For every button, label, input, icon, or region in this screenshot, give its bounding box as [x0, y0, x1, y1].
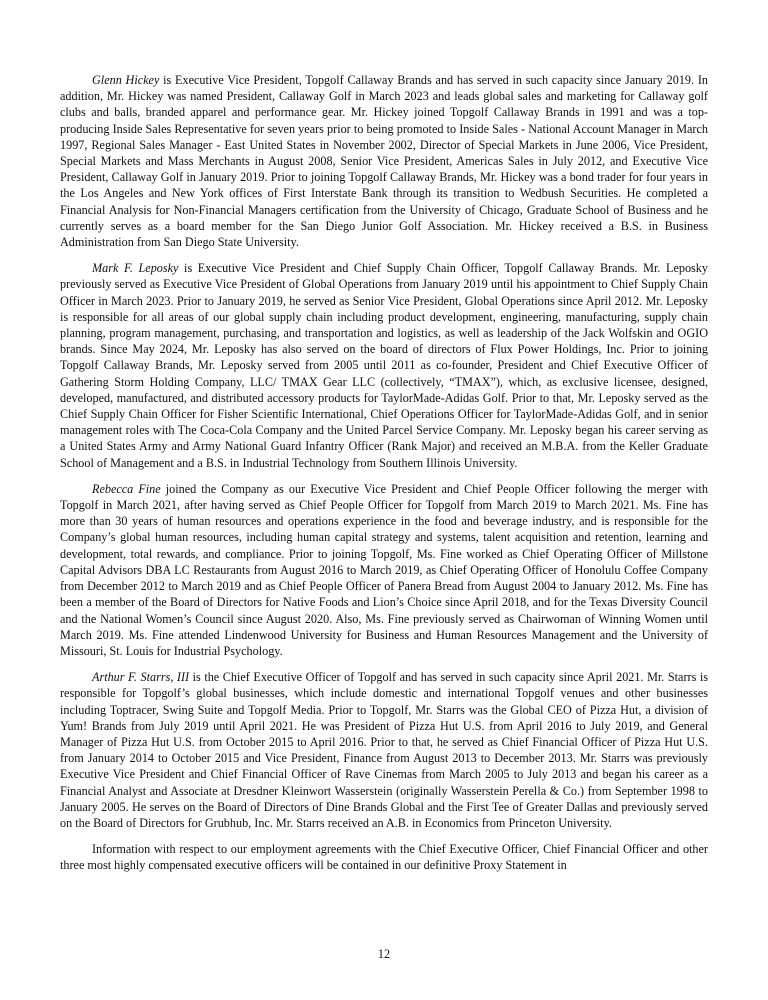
bio-mark-leposky: [60, 260, 708, 471]
bio-name: Mark F. Leposky: [92, 261, 179, 276]
bio-name: Rebecca Fine: [92, 481, 161, 496]
bio-text: joined the Company as our Executive Vice President and Chief People Officer following the merger with Topgolf in March 2021, after having served as Chief People Officer for Topgolf from March 2019 to March 2021. Ms. Fine has more than 30 years of human resources and operations experience in the food and beverage industry, and is responsible for the Company’s global human resources, including human capital strategy and systems, talent acquisition and retention, learning and development, total rewards, and compliance. Prior to joining Topgolf, Ms. Fine worked as Chief Operating Officer of Millstone Capital Advisors DBA LC Restaurants from August 2016 to March 2019, as Chief Operating Officer of Honolulu Coffee Company from December 2012 to March 2019 and as Chief People Officer of Panera Bread from August 2004 to January 2012. Ms. Fine has been a member of the Board of Directors for Native Foods and Lion’s Choice since April 2018, and for the Texas Diversity Council and the National Women’s Council since August 2020. Also, Ms. Fine previously served as Chairwoman of Winning Women until March 2019. Ms. Fine attended Lindenwood University for Business and Human Resources Management and the University of Missouri, St. Louis for Industrial Psychology.: [60, 481, 708, 658]
bio-rebecca-fine: [60, 481, 708, 659]
closing-paragraph: Information with respect to our employment agreements with the Chief Executive Officer, Chief Financial Officer and other three most highly compensated executive officers will be contained in our definitive Proxy Statement in: [60, 842, 708, 873]
bio-text: is the Chief Executive Officer of Topgolf and has served in such capacity since April 2021. Mr. Starrs is responsible for Topgolf’s global businesses, which include domestic and international Topgolf venues and other businesses including Toptracer, Swing Suite and Topgolf Media. Prior to Topgolf, Mr. Starrs was the Global CEO of Pizza Hut, a division of Yum! Brands from July 2019 until April 2021. He was President of Pizza Hut U.S. from April 2016 to July 2019, and General Manager of Pizza Hut U.S. from October 2015 to April 2016. Prior to that, he served as Chief Financial Officer of Pizza Hut U.S. from January 2014 to October 2015 and Vice President, Finance from August 2013 to December 2013. Mr. Starrs was previously Executive Vice President and Chief Financial Officer of Rave Cinemas from March 2005 to July 2013 and began his career as a Financial Analyst and Associate at Dresdner Kleinwort Wasserstein (originally Wasserstein Perella & Co.) from September 1998 to January 2005. He serves on the Board of Directors of Dine Brands Global and the First Tee of Greater Dallas and previously served on the Board of Directors for Grubhub, Inc. Mr. Starrs received an A.B. in Economics from Princeton University.: [60, 670, 708, 830]
bio-glenn-hickey: [60, 72, 708, 250]
bio-text: is Executive Vice President and Chief Supply Chain Officer, Topgolf Callaway Brands. Mr. Leposky previously served as Executive Vice President of Global Operations from January 2019 until his appointment to Chief Supply Chain Officer in March 2023. Prior to January 2019, he served as Senior Vice President, Global Operations since April 2012. Mr. Leposky is responsible for all areas of our global supply chain including product development, engineering, manufacturing, supply chain planning, program management, purchasing, and transportation and logistics, as well as leadership of the Jack Wolfskin and OGIO brands. Since May 2024, Mr. Leposky has also served on the board of directors of Flux Power Holdings, Inc. Prior to joining Topgolf Callaway Brands, Mr. Leposky served from 2005 until 2011 as co-founder, President and Chief Executive Officer of Gathering Storm Holding Company, LLC/ TMAX Gear LLC (collectively, “TMAX”), which, as exclusive licensee, designed, developed, manufactured, and distributed accessory products for TaylorMade-Adidas Golf. Prior to that, Mr. Leposky served as the Chief Supply Chain Officer for Fisher Scientific International, Chief Operations Officer for TaylorMade-Adidas Golf, and in senior management roles with The Coca-Cola Company and the United Parcel Service Company. Mr. Leposky began his career serving as a United States Army and Army National Guard Infantry Officer (Rank Major) and received an M.B.A. from the Keller Graduate School of Management and a B.S. in Industrial Technology from Southern Illinois University.: [60, 261, 708, 470]
bio-name: Glenn Hickey: [92, 73, 160, 87]
bio-text: is Executive Vice President, Topgolf Callaway Brands and has served in such capacity since January 2019. In addition, Mr. Hickey was named President, Callaway Golf in March 2023 and leads global sales and marketing for Callaway golf clubs and balls, branded apparel and performance gear. Mr. Hickey joined Topgolf Callaway Brands in 1991 and was a top-producing Inside Sales Representative for seven years prior to being promoted to Inside Sales - National Account Manager in March 1997, Regional Sales Manager - East United States in November 2002, Director of Special Markets in June 2006, Vice President, Special Markets and Mass Merchants in August 2008, Senior Vice President, Americas Sales in July 2012, and Executive Vice President, Callaway Golf in January 2019. Prior to joining Topgolf Callaway Brands, Mr. Hickey was a bond trader for four years in the Los Angeles and New York offices of First Interstate Bank through its transition to Wedbush Securities. He completed a Financial Analysis for Non-Financial Managers certification from the University of Chicago, Graduate School of Business and he currently serves as a board member for the San Diego Junior Golf Association. Mr. Hickey received a B.S. in Business Administration from San Diego State University.: [60, 73, 708, 250]
bio-name: Arthur F. Starrs, III: [92, 670, 190, 685]
document-page: [60, 72, 708, 884]
page-number: 12: [377, 947, 391, 961]
bio-arthur-starrs: [60, 669, 708, 831]
